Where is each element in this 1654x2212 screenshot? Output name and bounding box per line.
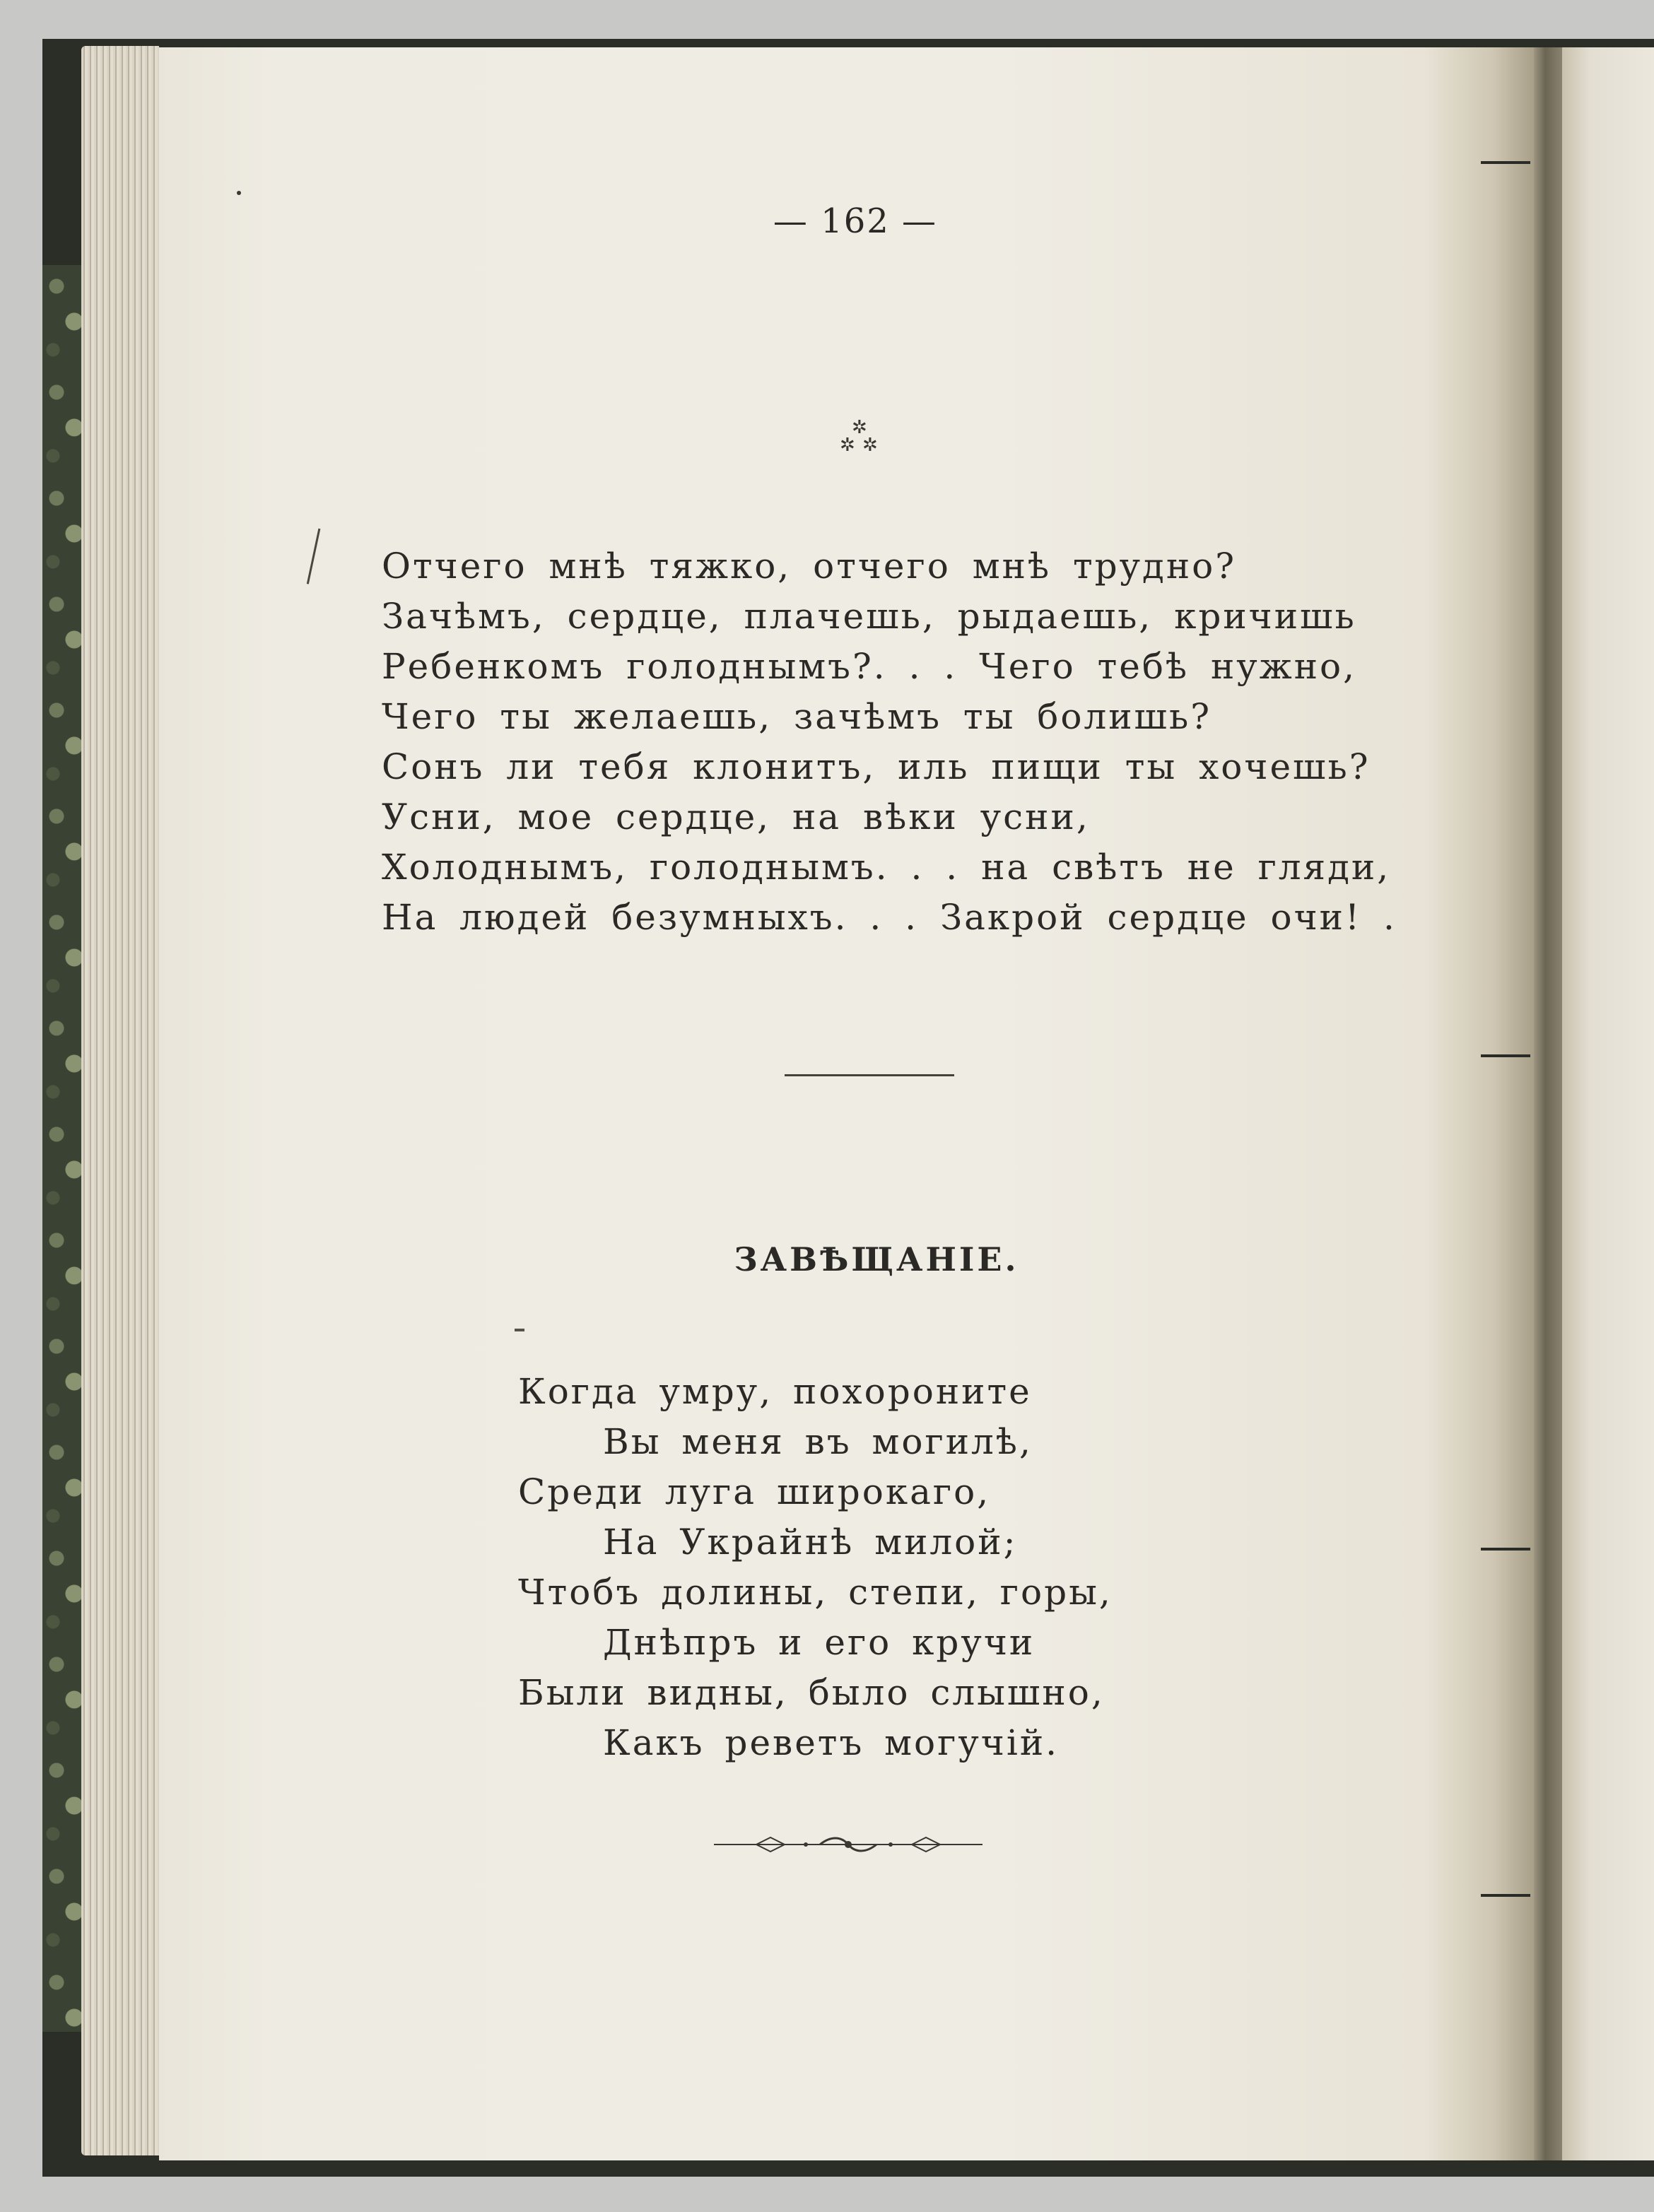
asterism-ornament: ✲ ✲ ✲ [840, 417, 878, 456]
ink-speck [237, 191, 241, 195]
poem-line: Зачѣмъ, сердце, плачешь, рыдаешь, кричишь [382, 596, 1356, 637]
page-stack-edge [81, 46, 159, 2155]
marbled-cover-edge [42, 265, 85, 2032]
poem-line: Холоднымъ, голоднымъ. . . на свѣтъ не гляди, [382, 847, 1391, 888]
next-page-sliver [1562, 47, 1654, 2160]
poem-line: Отчего мнѣ тяжко, отчего мнѣ трудно? [382, 546, 1237, 587]
poem-line: Когда умру, похороните [518, 1371, 1032, 1412]
poem-line: Чтобъ долины, степи, горы, [518, 1572, 1113, 1613]
poem-line: На людей безумныхъ. . . Закрой сердце очи! . [382, 897, 1397, 938]
poem-line: На Украйнѣ милой; [603, 1522, 1018, 1563]
poem-title: ЗАВѢЩАНІЕ. [734, 1240, 1019, 1278]
poem-line: Чего ты желаешь, зачѣмъ ты болишь? [382, 696, 1212, 737]
poem-line: Усни, мое сердце, на вѣки усни, [382, 796, 1090, 837]
binding-thread [1481, 1548, 1530, 1551]
ink-dash [515, 1329, 524, 1331]
poem-line: Были видны, было слышно, [518, 1672, 1105, 1713]
page-number: — 162 — [773, 201, 938, 241]
poem-line: Вы меня въ могилѣ, [603, 1421, 1033, 1462]
end-ornament [714, 1830, 983, 1859]
poem-line: Сонъ ли тебя клонитъ, иль пищи ты хочешь? [382, 746, 1371, 787]
poem-line: Какъ реветъ могучій. [603, 1722, 1060, 1763]
book-gutter [1534, 47, 1562, 2160]
binding-thread [1481, 1054, 1530, 1057]
poem-line: Ребенкомъ голоднымъ?. . . Чего тебѣ нужно, [382, 646, 1357, 687]
binding-thread [1481, 161, 1530, 164]
binding-thread [1481, 1894, 1530, 1897]
poem-line: Днѣпръ и его кручи [603, 1622, 1036, 1663]
section-divider-rule [785, 1074, 954, 1076]
poem-line: Среди луга широкаго, [518, 1471, 991, 1512]
